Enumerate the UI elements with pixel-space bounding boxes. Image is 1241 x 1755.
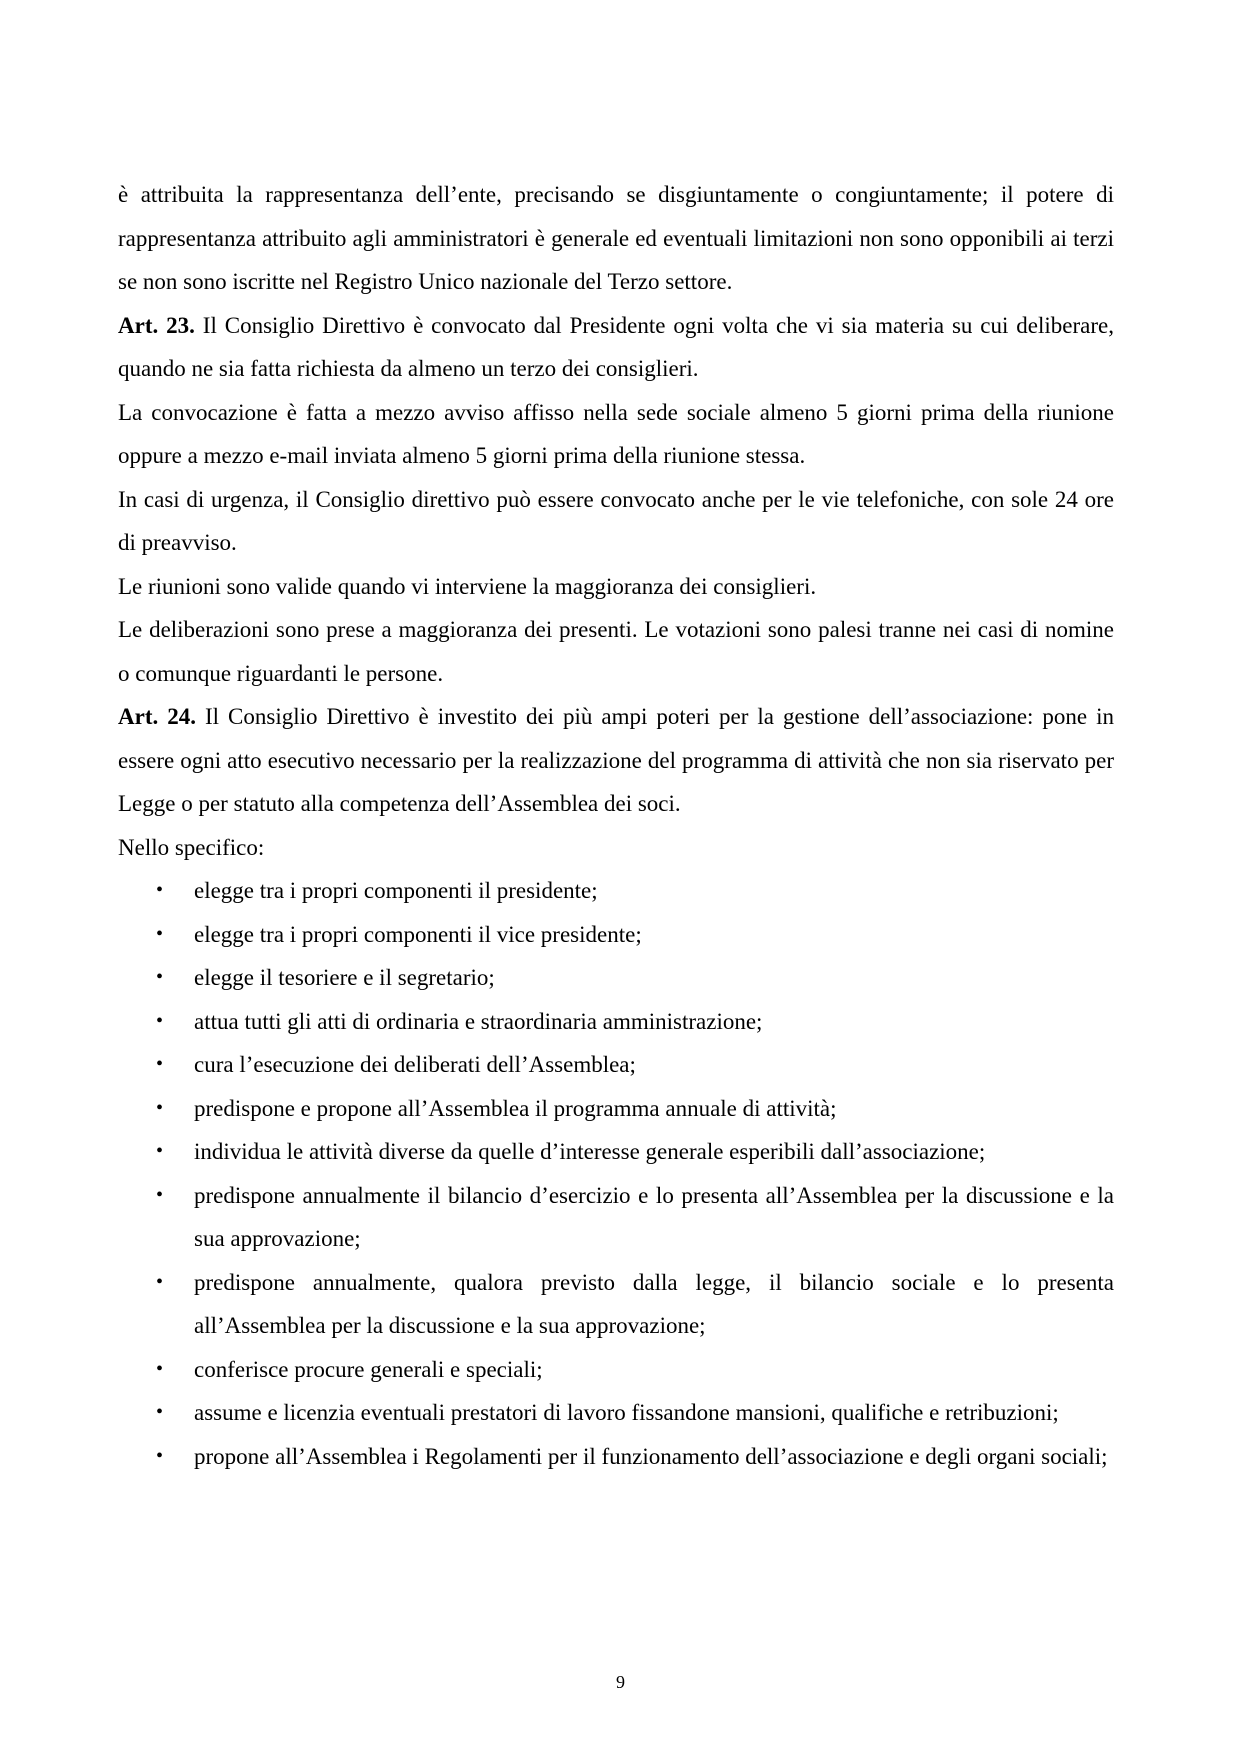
list-item-text: elegge tra i propri componenti il presidente; — [194, 878, 598, 903]
art-23-convocation-paragraph: La convocazione è fatta a mezzo avviso affisso nella sede sociale almeno 5 giorni prima della riunione oppure a mezzo e-mail inviata almeno 5 giorni prima della riunione stessa. — [118, 399, 1114, 468]
art-24-text: Il Consiglio Direttivo è investito dei più ampi poteri per la gestione dell’associazione: pone in essere ogni atto esecutivo necessario per la realizzazione del programma di attività che non sia riservato per Legge o per statuto alla competenza dell’Assemblea dei soci. — [118, 704, 1115, 816]
bullet-icon: • — [156, 1401, 164, 1423]
art-23-urgency-paragraph: In casi di urgenza, il Consiglio direttivo può essere convocato anche per le vie telefoniche, con sole 24 ore di preavviso. — [118, 486, 1114, 555]
art-24-intro: Nello specifico: — [118, 834, 265, 860]
bullet-icon: • — [156, 879, 164, 901]
list-item — [118, 1087, 1114, 1131]
list-item-text: assume e licenzia eventuali prestatori di lavoro fissandone mansioni, qualifiche e retribuzioni; — [194, 1400, 1059, 1425]
list-item — [118, 1000, 1114, 1044]
list-item-text: cura l’esecuzione dei deliberati dell’Assemblea; — [194, 1052, 636, 1077]
list-item — [118, 1130, 1114, 1174]
bullet-icon: • — [156, 1096, 164, 1119]
bullet-icon: • — [156, 922, 164, 945]
list-item — [118, 956, 1114, 1000]
list-item — [118, 1391, 1114, 1435]
art-24-paragraph — [118, 695, 1114, 826]
art-24-duties-list — [118, 869, 1114, 1478]
art-24-label: Art. 24. — [118, 704, 196, 729]
intro-paragraph: è attribuita la rappresentanza dell’ente, precisando se disgiuntamente o congiuntamente; il potere di rappresentanza attribuito agli amministratori è generale ed eventuali limitazioni non sono opponibili ai terzi se non sono iscritte nel Registro Unico nazionale del Terzo settore. — [118, 182, 1114, 294]
bullet-icon: • — [156, 1183, 164, 1206]
list-item-text: attua tutti gli atti di ordinaria e straordinaria amministrazione; — [194, 1008, 763, 1034]
art-23-text: Il Consiglio Direttivo è convocato dal Presidente ogni volta che vi sia materia su cui deliberare, quando ne sia fatta richiesta da almeno un terzo dei consiglieri. — [118, 312, 1114, 381]
list-item-text: predispone annualmente il bilancio d’esercizio e lo presenta all’Assemblea per la discussione e la sua approvazione; — [194, 1182, 1114, 1251]
bullet-icon: • — [156, 1009, 164, 1032]
page-number: 9 — [616, 1672, 625, 1692]
art-23-paragraph — [118, 304, 1114, 391]
art-23-validity-paragraph: Le riunioni sono valide quando vi interviene la maggioranza dei consiglieri. — [118, 573, 817, 599]
list-item-text: elegge il tesoriere e il segretario; — [194, 965, 495, 990]
document-body — [118, 173, 1114, 1478]
bullet-icon: • — [156, 1053, 164, 1075]
list-item-text: elegge tra i propri componenti il vice presidente; — [194, 921, 642, 947]
bullet-icon: • — [156, 1140, 164, 1162]
list-item — [118, 1043, 1114, 1087]
bullet-icon: • — [156, 1357, 164, 1380]
list-item-text: conferisce procure generali e speciali; — [194, 1356, 543, 1382]
list-item-text: individua le attività diverse da quelle d’interesse generale esperibili dall’associazione; — [194, 1139, 986, 1164]
list-item — [118, 1435, 1114, 1479]
art-23-label: Art. 23. — [118, 312, 195, 338]
list-item — [118, 1348, 1114, 1392]
list-item-text: propone all’Assemblea i Regolamenti per il funzionamento dell’associazione e degli organi sociali; — [194, 1443, 1108, 1469]
bullet-icon: • — [156, 1270, 164, 1293]
list-item-text: predispone annualmente, qualora previsto dalla legge, il bilancio sociale e lo presenta all’Assemblea per la discussione e la sua approvazione; — [194, 1269, 1114, 1338]
art-23-deliberations-paragraph: Le deliberazioni sono prese a maggioranza dei presenti. Le votazioni sono palesi tranne nei casi di nomine o comunque riguardanti le persone. — [118, 617, 1114, 686]
list-item — [118, 1174, 1114, 1261]
list-item — [118, 1261, 1114, 1348]
list-item — [118, 869, 1114, 913]
list-item — [118, 913, 1114, 957]
bullet-icon: • — [156, 966, 164, 988]
list-item-text: predispone e propone all’Assemblea il programma annuale di attività; — [194, 1095, 837, 1121]
bullet-icon: • — [156, 1444, 164, 1467]
